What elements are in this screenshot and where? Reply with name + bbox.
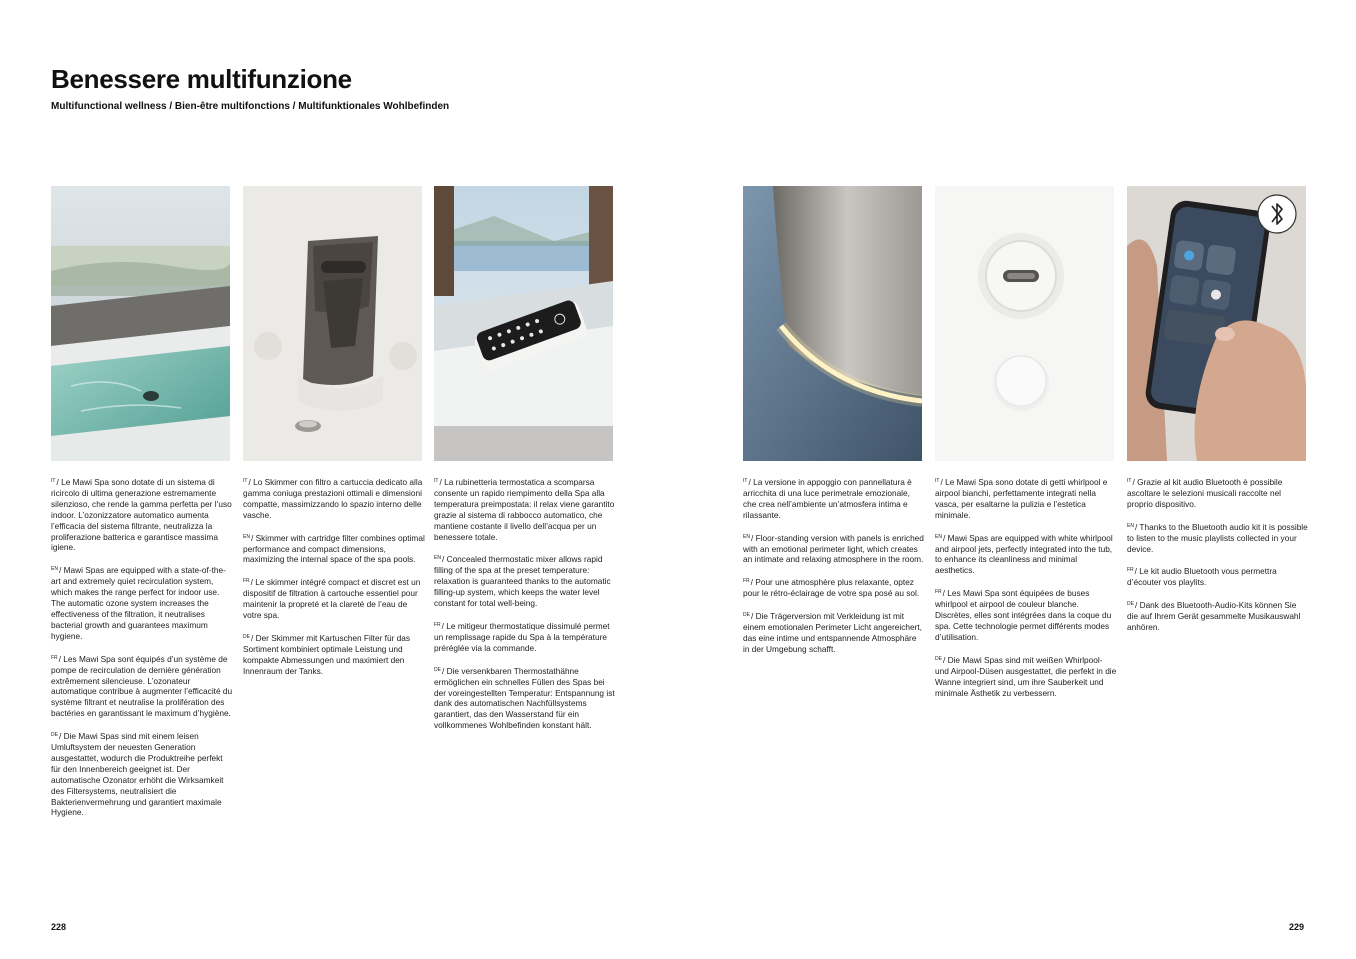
remote-control-photo <box>434 186 613 461</box>
text-de: $^{DE}$/ Die Mawi Spas sind mit einem leisen Umluftsystem der neuesten Generation ausgestattet, wodurch die Produktreihe perfekt für den Innenbereich geeignet ist. Der automatische Ozonator erhöht die Wirksamkeit des Filtersystems, neutralisiert die Bakterienvermehrung und garantiert maximale Hygiene. <box>51 731 224 818</box>
skimmer-text <box>243 476 425 688</box>
text-fr: $^{FR}$/ Les Mawi Spa sont équipés d’un système de pompe de recirculation de dernière génération extrêmement silencieuse. L’ozonateur automatique contribue à augmenter l’efficacité du système filtrant et neutralise la prolifération des bactéries en garantissant le maximum d’hygiène. <box>51 653 233 719</box>
text-fr: $^{FR}$/ Le mitigeur thermostatique dissimulé permet un remplissage rapide du Spa à la température préréglée via la commande. <box>434 620 610 653</box>
text-en: $^{EN}$/ Concealed thermostatic mixer allows rapid filling of the spa at the preset temperature: relaxation is guaranteed thanks to the automatic filling-up system, which keeps the water level constant for total well-being. <box>434 554 611 609</box>
text-de: $^{DE}$/ Die versenkbaren Thermostathähne ermöglichen ein schnelles Füllen des Spas bei der voreingestellten Temperatur: Entspannung ist dank des automatischen Nachfüllsystems garantiert, das den Wasserstand für ein vollkommenes Wohlbefinden konstant hält. <box>434 665 615 731</box>
page-number-left: 228 <box>51 922 67 932</box>
text-fr: $^{FR}$/ Le kit audio Bluetooth vous permettra d’écouter vos playlits. <box>1127 566 1277 588</box>
text-de: $^{DE}$/ Dank des Bluetooth-Audio-Kits können Sie die auf Ihrem Gerät gesammelte Musikauswahl anhören. <box>1127 600 1301 633</box>
text-de: $^{DE}$/ Der Skimmer mit Kartuschen Filter für das Sortiment kombiniert optimale Leistung und kompakte Abmessungen und maximiert den Innenraum der Tanks. <box>243 632 411 676</box>
text-en: $^{EN}$/ Floor-standing version with panels is enriched with an emotional perimeter light, which creates an intimate and relaxing atmosphere in the room. <box>743 532 924 565</box>
skimmer-photo <box>243 186 422 461</box>
jets-text <box>935 476 1117 709</box>
text-it: $^{IT}$/ La rubinetteria termostatica a scomparsa consente un rapido riempimento della Spa alla temperatura preimpostata: il relax viene garantito grazie al sistema di rabbocco automatico, che mantiene costante il livello dell’acqua per un benessere totale. <box>434 477 615 542</box>
text-en: $^{EN}$/ Skimmer with cartridge filter combines optimal performance and compact dimensions, maximizing the internal space of the spa pools. <box>243 532 425 565</box>
page-subtitle: Multifunctional wellness / Bien-être multifonctions / Multifunktionales Wohlbefinden <box>51 101 450 112</box>
text-it: $^{IT}$/ Grazie al kit audio Bluetooth è possibile ascoltare le selezioni musicali raccolte nel proprio dispositivo. <box>1127 477 1283 509</box>
text-en: $^{EN}$/ Mawi Spas are equipped with white whirlpool and airpool jets, perfectly integrated into the tub, to enhance its cleanliness and minimal aesthetics. <box>935 532 1113 576</box>
text-it: $^{IT}$/ Le Mawi Spa sono dotate di getti whirlpool e airpool bianchi, perfettamente integrati nella vasca, per esaltarne la pulizia e l’estetica minimale. <box>935 477 1108 520</box>
whirlpool-jets-photo <box>935 186 1114 461</box>
page-number-right: 229 <box>1289 922 1305 932</box>
text-it: $^{IT}$/ Le Mawi Spa sono dotate di un sistema di ricircolo di ultima generazione estremamente silenzioso, che rende la gamma perfetta per l’uso indoor. L’ozonizzatore automatico aumenta l’efficacia del sistema filtrante, neutralizza la proliferazione batterica e garantisce massima igiene. <box>51 477 232 553</box>
bluetooth-text <box>1127 476 1309 644</box>
text-it: $^{IT}$/ La versione in appoggio con pannellatura è arricchita di una luce perimetrale emozionale, che crea nell’ambiente un’atmosfera intima e rilassante. <box>743 477 912 520</box>
text-fr: $^{FR}$/ Le skimmer intégré compact et discret est un dispositif de filtration à cartouche essentiel pour maintenir la propreté et la clareté de l’eau de votre spa. <box>243 577 421 621</box>
filtration-text <box>51 476 233 829</box>
text-de: $^{DE}$/ Die Trägerversion mit Verkleidung ist mit einem emotionalen Perimeter Licht angereichert, das eine intime und entspannende Atmosphäre in der Umgebung schafft. <box>743 611 922 654</box>
perimeter-light-photo <box>743 186 922 461</box>
text-en: $^{EN}$/ Mawi Spas are equipped with a state-of-the-art and extremely quiet recirculation system, which makes the range perfect for indoor use. The automatic ozone system increases the effectiveness of the filtration, it neutralises bacterial growth and guarantees maximum hygiene. <box>51 565 226 641</box>
page-title: Benessere multifunzione <box>51 64 352 94</box>
text-it: $^{IT}$/ Lo Skimmer con filtro a cartuccia dedicato alla gamma coniuga prestazioni ottimali e dimensioni compatte, massimizzando lo spazio interno delle vasche. <box>243 477 423 520</box>
text-de: $^{DE}$/ Die Mawi Spas sind mit weißen Whirlpool- und Airpool-Düsen ausgestattet, die perfekt in die Wanne integriert sind, um ihre Sauberkeit und minimale Ästhetik zu verbessern. <box>935 654 1117 698</box>
text-fr: $^{FR}$/ Pour une atmosphère plus relaxante, optez pour le rétro-éclairage de votre spa posé au sol. <box>743 577 920 599</box>
text-fr: $^{FR}$/ Les Mawi Spa sont équipées de buses whirlpool et airpool de couleur blanche. Discrètes, elles sont intégrées dans la coque du spa. Cette technologie permet différents modes d’utilisation. <box>935 588 1112 642</box>
spa-pool-photo <box>51 186 230 461</box>
perimeter-light-text <box>743 476 925 666</box>
thermostatic-text <box>434 476 616 742</box>
text-en: $^{EN}$/ Thanks to the Bluetooth audio kit it is possible to listen to the music playlists collected in your device. <box>1127 521 1308 554</box>
bluetooth-phone-photo <box>1127 186 1306 461</box>
